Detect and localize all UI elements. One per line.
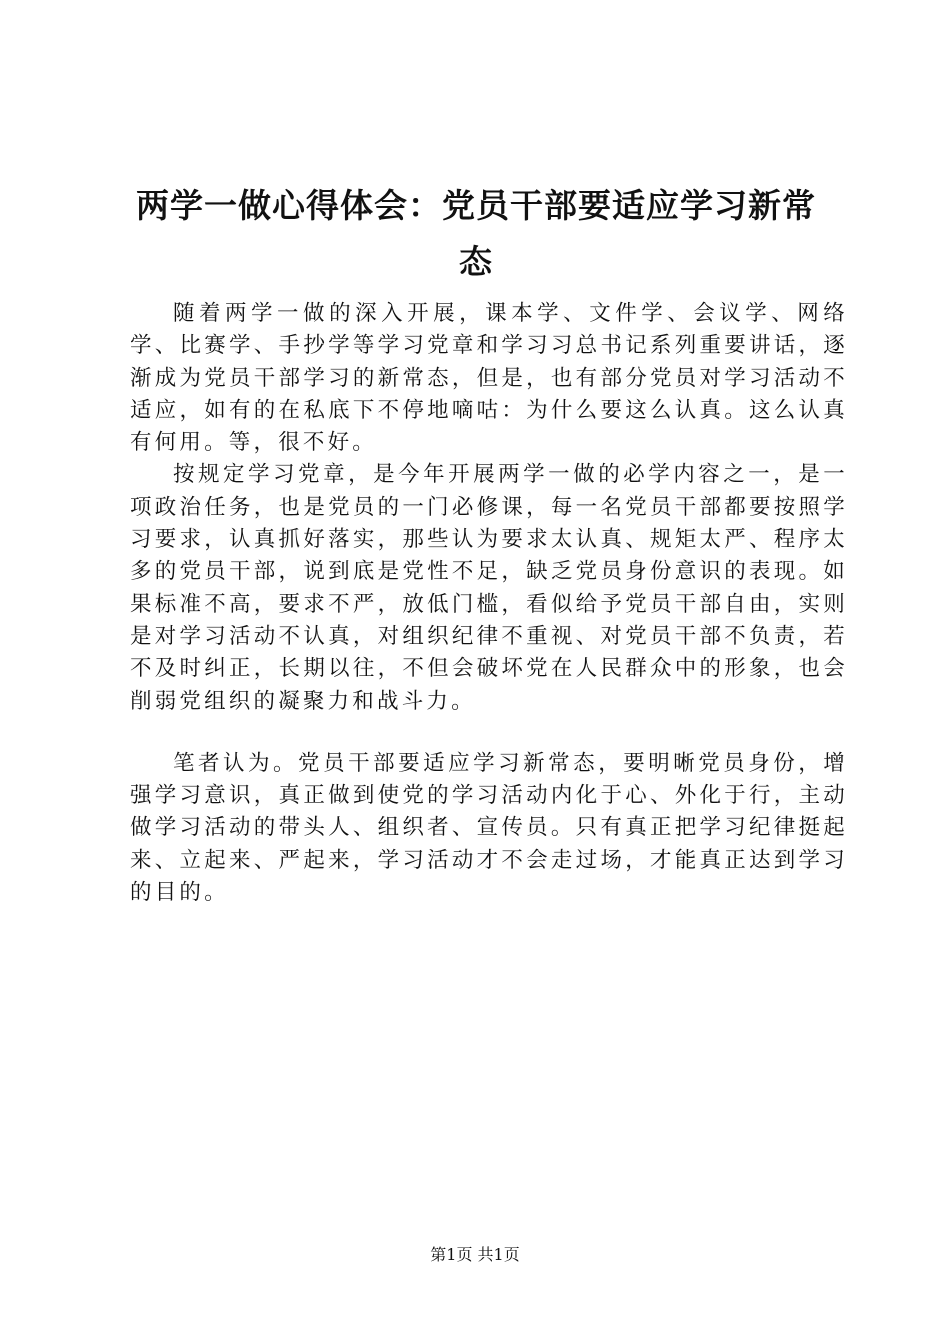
page-number-footer: 第1页 共1页 xyxy=(430,1245,520,1264)
paragraph-1: 随着两学一做的深入开展，课本学、文件学、会议学、网络学、比赛学、手抄学等学习党章和学习习总书记系列重要讲话，逐渐成为党员干部学习的新常态，但是，也有部分党员对学习活动不适应，如有的在私底下不停地嘀咕：为什么要这么认真。这么认真有何用。等，很不好。 xyxy=(130,301,848,456)
paragraph-3: 笔者认为。党员干部要适应学习新常态，要明晰党员身份，增强学习意识，真正做到使党的学习活动内化于心、外化于行，主动做学习活动的带头人、组织者、宣传员。只有真正把学习纪律挺起来、立起来、严起来，学习活动才不会走过场，才能真正达到学习的目的。 xyxy=(130,750,848,906)
document-body xyxy=(130,298,848,909)
paragraph-2: 按规定学习党章，是今年开展两学一做的必学内容之一，是一项政治任务，也是党员的一门必修课，每一名党员干部都要按照学习要求，认真抓好落实，那些认为要求太认真、规矩太严、程序太多的党员干部，说到底是党性不足，缺乏党员身份意识的表现。如果标准不高，要求不严，放低门槛，看似给予党员干部自由，实则是对学习活动不认真，对组织纪律不重视、对党员干部不负责，若不及时纠正，长期以往，不但会破坏党在人民群众中的形象，也会削弱党组织的凝聚力和战斗力。 xyxy=(130,462,848,714)
document-title: 两学一做心得体会：党员干部要适应学习新常态 xyxy=(136,186,816,281)
